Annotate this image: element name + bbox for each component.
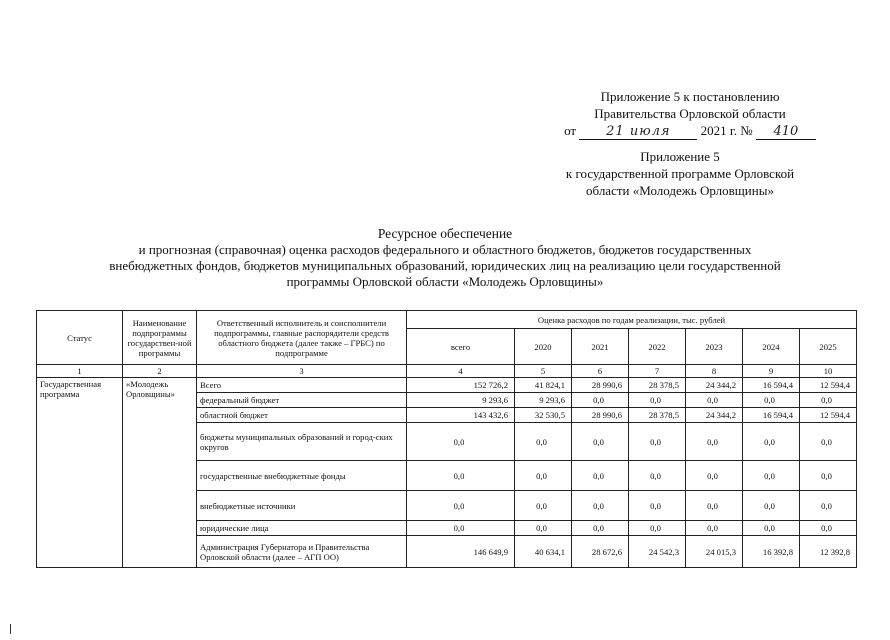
header-year: 2023 (686, 329, 743, 365)
value-cell: 0,0 (572, 393, 629, 408)
value-cell: 12 594,4 (800, 378, 857, 393)
value-cell: 0,0 (407, 461, 515, 491)
value-cell: 0,0 (572, 521, 629, 536)
heading-line2: и прогнозная (справочная) оценка расходов федерального и областного бюджетов, бюджетов государственных (138, 242, 752, 257)
value-cell: 0,0 (515, 491, 572, 521)
column-number: 8 (686, 365, 743, 378)
value-cell: 0,0 (800, 461, 857, 491)
value-cell: 152 726,2 (407, 378, 515, 393)
handwritten-number: 410 (756, 125, 816, 140)
value-cell: 0,0 (572, 491, 629, 521)
value-cell: 0,0 (800, 491, 857, 521)
value-cell: 143 432,6 (407, 408, 515, 423)
program-name-cell: «Молодежь Орловщины» (123, 378, 197, 568)
value-cell: 0,0 (515, 521, 572, 536)
header-year: 2025 (800, 329, 857, 365)
row-label: юридические лица (197, 521, 407, 536)
appendix-program (530, 148, 830, 199)
value-cell: 0,0 (686, 521, 743, 536)
row-label: областной бюджет (197, 408, 407, 423)
header-estimate: Оценка расходов по годам реализации, тыс. рублей (407, 311, 857, 329)
value-cell: 12 392,8 (800, 536, 857, 568)
value-cell: 16 594,4 (743, 378, 800, 393)
value-cell: 0,0 (743, 461, 800, 491)
value-cell: 28 990,6 (572, 378, 629, 393)
appendix-program-line3: области «Молодежь Орловщины» (586, 183, 774, 198)
year-text: 2021 г. № (700, 123, 753, 138)
value-cell: 0,0 (629, 461, 686, 491)
header-year: 2022 (629, 329, 686, 365)
value-cell: 0,0 (407, 491, 515, 521)
value-cell: 16 392,8 (743, 536, 800, 568)
header-name: Наименование подпрограммы государствен-ной программы (123, 311, 197, 365)
row-label: федеральный бюджет (197, 393, 407, 408)
column-number: 10 (800, 365, 857, 378)
header-year: 2020 (515, 329, 572, 365)
value-cell: 0,0 (572, 423, 629, 461)
scan-edge-mark (10, 624, 11, 634)
header-year: 2024 (743, 329, 800, 365)
header-total: всего (407, 329, 515, 365)
appendix-resolution-line2: Правительства Орловской области (594, 106, 786, 121)
column-number: 7 (629, 365, 686, 378)
value-cell: 12 594,4 (800, 408, 857, 423)
heading-line3: внебюджетных фондов, бюджетов муниципальных образований, юридических лиц на реализацию цели государственной (109, 258, 781, 273)
handwritten-date: 21 июля (579, 125, 697, 140)
row-label: государственные внебюджетные фонды (197, 461, 407, 491)
value-cell: 40 634,1 (515, 536, 572, 568)
value-cell: 24 344,2 (686, 408, 743, 423)
value-cell: 146 649,9 (407, 536, 515, 568)
appendix-program-line1: Приложение 5 (640, 149, 720, 164)
value-cell: 0,0 (686, 423, 743, 461)
row-label: бюджеты муниципальных образований и город-ских округов (197, 423, 407, 461)
value-cell: 24 542,3 (629, 536, 686, 568)
value-cell: 28 378,5 (629, 408, 686, 423)
column-number: 1 (37, 365, 123, 378)
date-prefix: от (564, 123, 577, 138)
column-number: 6 (572, 365, 629, 378)
heading-line4: программы Орловской области «Молодежь Орловщины» (286, 274, 604, 289)
row-label: Администрация Губернатора и Правительства Орловской области (далее – АГП ОО) (197, 536, 407, 568)
value-cell: 0,0 (743, 423, 800, 461)
column-number: 2 (123, 365, 197, 378)
value-cell: 28 990,6 (572, 408, 629, 423)
value-cell: 16 594,4 (743, 408, 800, 423)
value-cell: 0,0 (686, 491, 743, 521)
column-number: 5 (515, 365, 572, 378)
value-cell: 0,0 (800, 393, 857, 408)
value-cell: 0,0 (686, 393, 743, 408)
value-cell: 24 344,2 (686, 378, 743, 393)
value-cell: 32 530,5 (515, 408, 572, 423)
header-status: Статус (37, 311, 123, 365)
appendix-program-line2: к государственной программе Орловской (565, 166, 795, 181)
value-cell: 0,0 (515, 461, 572, 491)
value-cell: 0,0 (743, 393, 800, 408)
header-executor: Ответственный исполнитель и соисполнители подпрограммы, главные распорядители средств областного бюджета (далее также – ГРБС) по подпрограмме (197, 311, 407, 365)
column-number-row (37, 365, 857, 378)
value-cell: 0,0 (572, 461, 629, 491)
heading-line1: Ресурсное обеспечение (377, 226, 513, 241)
row-label: Всего (197, 378, 407, 393)
value-cell: 0,0 (515, 423, 572, 461)
value-cell: 9 293,6 (515, 393, 572, 408)
table-row (37, 378, 857, 393)
value-cell: 0,0 (407, 521, 515, 536)
resource-table (36, 310, 857, 568)
document-heading (40, 226, 850, 290)
value-cell: 0,0 (743, 491, 800, 521)
value-cell: 0,0 (686, 461, 743, 491)
value-cell: 24 015,3 (686, 536, 743, 568)
row-label: внебюджетные источники (197, 491, 407, 521)
column-number: 4 (407, 365, 515, 378)
value-cell: 41 824,1 (515, 378, 572, 393)
column-number: 9 (743, 365, 800, 378)
value-cell: 0,0 (800, 423, 857, 461)
value-cell: 0,0 (629, 521, 686, 536)
value-cell: 0,0 (743, 521, 800, 536)
value-cell: 28 672,6 (572, 536, 629, 568)
appendix-resolution-line1: Приложение 5 к постановлению (600, 89, 780, 104)
value-cell: 28 378,5 (629, 378, 686, 393)
header-year: 2021 (572, 329, 629, 365)
value-cell: 0,0 (407, 423, 515, 461)
status-cell: Государственная программа (37, 378, 123, 568)
resolution-date-line (540, 122, 840, 140)
appendix-resolution (540, 88, 840, 140)
value-cell: 9 293,6 (407, 393, 515, 408)
value-cell: 0,0 (800, 521, 857, 536)
value-cell: 0,0 (629, 423, 686, 461)
column-number: 3 (197, 365, 407, 378)
value-cell: 0,0 (629, 491, 686, 521)
value-cell: 0,0 (629, 393, 686, 408)
